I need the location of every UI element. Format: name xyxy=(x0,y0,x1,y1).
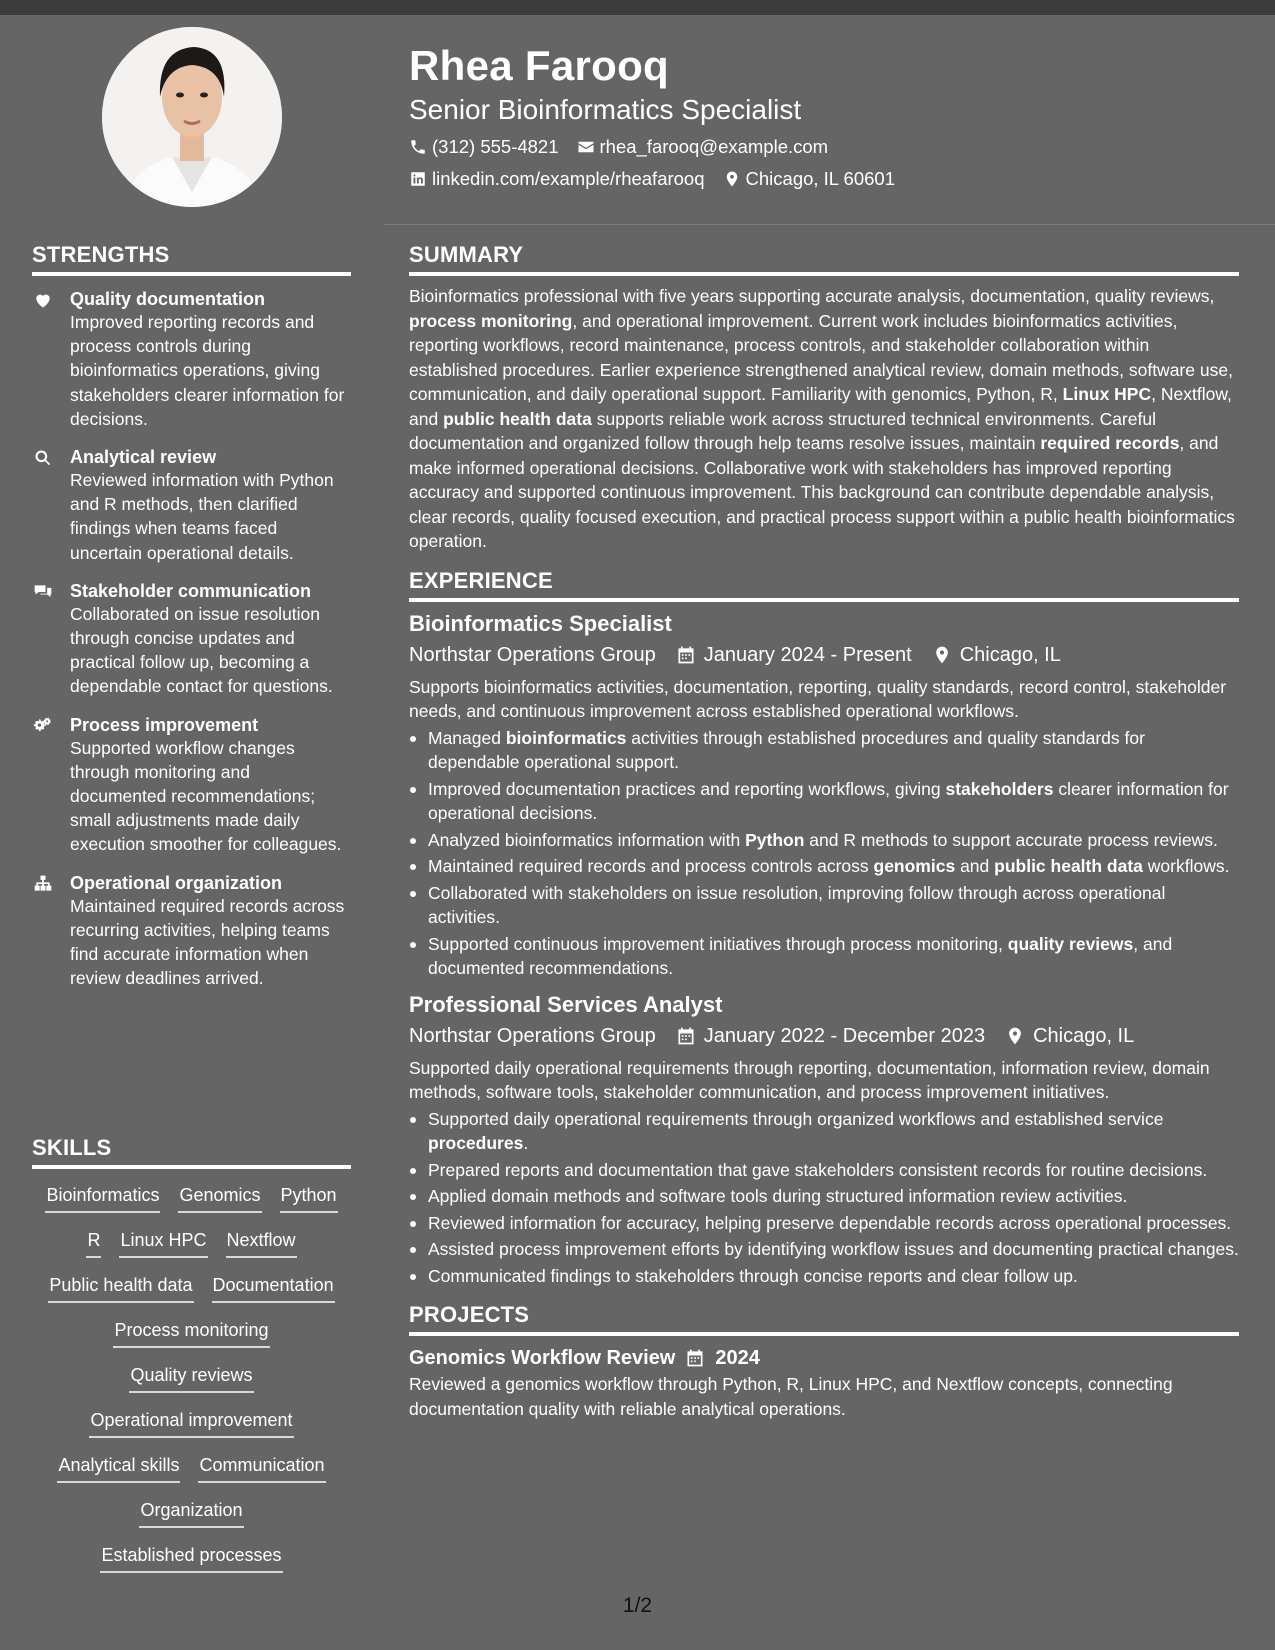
job-location: Chicago, IL xyxy=(959,643,1061,666)
text-run: Supported daily operational requirements through organized workflows and established service xyxy=(428,1108,1164,1129)
bold-keyword: Python xyxy=(745,829,805,850)
strength-text: Supported workflow changes through monitoring and documented recommendations; small adjustments made daily execution smoother for colleagues. xyxy=(70,737,342,855)
strength-item xyxy=(32,714,351,857)
linkedin-text[interactable]: linkedin.com/example/rheafarooq xyxy=(432,168,705,189)
projects-heading: PROJECTS xyxy=(409,1302,1239,1336)
job-bullets xyxy=(409,1107,1239,1289)
text-run: , Nextflow, and xyxy=(409,384,1232,429)
text-run: Analyzed bioinformatics information with xyxy=(428,829,746,850)
skill-chip: Communication xyxy=(198,1453,325,1483)
skill-chip: Operational improvement xyxy=(89,1408,293,1438)
job-description: Supported daily operational requirements through reporting, documentation, information review, domain methods, software tools, stakeholder communication, and process improvement initiatives. xyxy=(409,1057,1210,1102)
text-run: activities through established procedures and quality standards for dependable operational support. xyxy=(428,727,1145,772)
job-list xyxy=(409,610,1239,1289)
text-run: clearer information for operational decisions. xyxy=(428,778,1229,823)
skills-section xyxy=(32,1135,351,1588)
strength-title: Operational organization xyxy=(70,872,283,893)
bullet-item xyxy=(409,1158,1239,1183)
strengths-heading: STRENGTHS xyxy=(32,242,351,276)
skill-chip: Public health data xyxy=(48,1273,193,1303)
skill-row xyxy=(32,1453,351,1498)
strength-title: Quality documentation xyxy=(70,289,266,309)
text-run: and xyxy=(955,856,995,876)
calendar-icon xyxy=(676,1026,696,1046)
text-run: Bioinformatics professional with five years supporting accurate analysis, documentation, quality reviews, xyxy=(409,286,1215,306)
experience-section xyxy=(409,568,1239,1289)
bold-keyword: genomics xyxy=(873,856,956,876)
summary-section xyxy=(409,242,1239,554)
text-run: Reviewed information for accuracy, helping preserve dependable records across operational processes. xyxy=(428,1212,1232,1233)
bullet-item xyxy=(409,1107,1239,1156)
skill-row xyxy=(32,1363,351,1408)
skill-row xyxy=(32,1408,351,1453)
project-entry xyxy=(409,1344,1239,1421)
strengths-list xyxy=(32,288,351,990)
project-header xyxy=(409,1344,1239,1372)
skill-chip: Documentation xyxy=(212,1273,335,1303)
job-entry xyxy=(409,991,1239,1289)
text-run: and R methods to support accurate process reviews. xyxy=(804,829,1218,850)
bullet-item xyxy=(409,854,1239,879)
job-dates-group xyxy=(676,641,912,669)
project-text: Reviewed a genomics workflow through Python, R, Linux HPC, and Nextflow concepts, connecting documentation quality with reliable analytical operations. xyxy=(409,1374,1173,1419)
skill-chip: Nextflow xyxy=(226,1228,297,1258)
top-bar xyxy=(0,0,1275,15)
header-divider xyxy=(383,224,1275,225)
phone-icon xyxy=(409,138,427,156)
skill-row xyxy=(32,1543,351,1588)
bold-keyword: Linux HPC xyxy=(1062,384,1152,404)
skill-row xyxy=(32,1228,351,1273)
heart-icon xyxy=(32,288,70,431)
summary-heading: SUMMARY xyxy=(409,242,1239,276)
strengths-section xyxy=(32,242,351,1005)
bullet-item xyxy=(409,881,1239,930)
job-description: Supports bioinformatics activities, documentation, reporting, quality standards, record control, stakeholder needs, and continuous improvement across established operational workflows. xyxy=(409,676,1227,721)
strength-item xyxy=(32,872,351,991)
page-number: 1/2 xyxy=(622,1594,653,1617)
bold-keyword: public health data xyxy=(994,856,1143,876)
gears-icon xyxy=(32,714,70,857)
skill-row xyxy=(32,1498,351,1543)
skill-chip: Established processes xyxy=(100,1543,282,1573)
bold-keyword: quality reviews xyxy=(1007,933,1134,954)
bold-keyword: bioinformatics xyxy=(505,727,627,748)
strength-body xyxy=(70,288,351,431)
text-run: workflows. xyxy=(1142,856,1230,876)
skill-chip: Process monitoring xyxy=(113,1318,269,1348)
job-entry xyxy=(409,610,1239,981)
location-text: Chicago, IL 60601 xyxy=(745,168,895,189)
skill-chip: Bioinformatics xyxy=(45,1183,160,1213)
job-bullets xyxy=(409,726,1239,981)
strength-title: Process improvement xyxy=(70,714,259,735)
contact-row-2 xyxy=(409,167,1239,191)
text-run: Assisted process improvement efforts by identifying workflow issues and documenting practical changes. xyxy=(428,1239,1239,1259)
strength-text: Improved reporting records and process controls during bioinformatics operations, giving stakeholders clearer information for decisions. xyxy=(70,312,345,429)
text-run: supports reliable work across structured technical environments. Careful documentation and organized follow through help teams resolve issues, maintain xyxy=(409,408,1156,453)
bullet-item xyxy=(409,1184,1239,1209)
strength-item xyxy=(32,288,351,431)
job-title: Bioinformatics Specialist xyxy=(409,610,672,636)
job-company: Northstar Operations Group xyxy=(409,1024,656,1047)
skill-chip: R xyxy=(86,1228,101,1258)
bullet-item xyxy=(409,1237,1239,1262)
phone-contact xyxy=(409,135,559,159)
summary-text xyxy=(409,284,1239,554)
bold-keyword: procedures xyxy=(428,1133,524,1153)
resume-header xyxy=(409,40,1239,191)
project-list xyxy=(409,1344,1239,1421)
project-title: Genomics Workflow Review xyxy=(409,1347,676,1369)
map-pin-icon xyxy=(1005,1026,1025,1046)
text-run: Collaborated with stakeholders on issue resolution, improving follow through across operational activities. xyxy=(428,882,1166,927)
skill-row xyxy=(32,1318,351,1363)
candidate-name: Rhea Farooq xyxy=(409,42,669,89)
phone-text: (312) 555-4821 xyxy=(432,136,559,157)
sitemap-icon xyxy=(32,872,70,991)
text-run: , and operational improvement. Current work includes bioinformatics activities, reporting workflows, record maintenance, process controls, and stakeholder collaboration within established procedures. Earlier experience strengthened analytical review, domain methods, software use, communication, and daily operational support. Familiarity with genomics, Python, R, xyxy=(409,310,1233,404)
strength-text: Reviewed information with Python and R methods, then clarified findings when teams faced uncertain operational details. xyxy=(70,470,334,563)
strength-text: Maintained required records across recurring activities, helping teams find accurate information when review deadlines arrived. xyxy=(70,895,345,989)
job-dates: January 2024 - Present xyxy=(703,643,912,666)
text-run: Prepared reports and documentation that gave stakeholders consistent records for routine decisions. xyxy=(428,1159,1208,1180)
job-title: Professional Services Analyst xyxy=(409,991,723,1017)
text-run: Maintained required records and process controls across xyxy=(428,856,874,876)
bold-keyword: process monitoring xyxy=(409,310,573,331)
projects-section xyxy=(409,1302,1239,1421)
job-location-group xyxy=(1005,1022,1134,1050)
text-run: . xyxy=(523,1133,529,1153)
calendar-icon xyxy=(676,645,696,665)
job-meta xyxy=(409,641,1239,669)
skills-list xyxy=(32,1183,351,1588)
skill-chip: Linux HPC xyxy=(119,1228,207,1258)
skill-row xyxy=(32,1183,351,1228)
map-pin-icon xyxy=(932,645,952,665)
strength-title: Analytical review xyxy=(70,447,217,468)
job-company: Northstar Operations Group xyxy=(409,643,656,666)
strength-body xyxy=(70,446,351,565)
strength-item xyxy=(32,446,351,565)
experience-heading: EXPERIENCE xyxy=(409,568,1239,602)
strength-body xyxy=(70,872,351,991)
skill-chip: Analytical skills xyxy=(57,1453,180,1483)
job-dates-group xyxy=(676,1022,985,1050)
bold-keyword: stakeholders xyxy=(945,778,1054,799)
contact-row-1 xyxy=(409,135,1239,159)
skill-chip: Organization xyxy=(139,1498,243,1528)
text-run: , and documented recommendations. xyxy=(428,933,1173,978)
strength-title: Stakeholder communication xyxy=(70,580,312,601)
bullet-item xyxy=(409,932,1239,981)
bullet-item xyxy=(409,726,1239,775)
main-column xyxy=(409,242,1239,1435)
bullet-item xyxy=(409,828,1239,853)
calendar-icon xyxy=(685,1348,705,1368)
strength-item xyxy=(32,580,351,699)
search-icon xyxy=(32,446,70,565)
linkedin-contact[interactable] xyxy=(409,167,705,191)
map-pin-icon xyxy=(723,170,741,188)
text-run: Applied domain methods and software tools during structured information review activities. xyxy=(428,1186,1128,1206)
skills-heading: SKILLS xyxy=(32,1135,351,1169)
job-location: Chicago, IL xyxy=(1033,1024,1135,1047)
text-run: Improved documentation practices and reporting workflows, giving xyxy=(428,778,946,799)
strength-body xyxy=(70,580,351,699)
bold-keyword: public health data xyxy=(443,408,592,429)
location-contact xyxy=(723,167,895,191)
bullet-item xyxy=(409,777,1239,826)
text-run: Supported continuous improvement initiatives through process monitoring, xyxy=(428,933,1008,954)
email-contact[interactable] xyxy=(577,135,829,159)
profile-photo xyxy=(102,27,282,207)
bullet-item xyxy=(409,1264,1239,1289)
text-run: Managed xyxy=(428,727,506,748)
email-text[interactable]: rhea_farooq@example.com xyxy=(599,136,829,157)
skill-row xyxy=(32,1273,351,1318)
job-dates: January 2022 - December 2023 xyxy=(703,1024,986,1047)
text-run: Communicated findings to stakeholders through concise reports and clear follow up. xyxy=(428,1265,1078,1286)
candidate-title: Senior Bioinformatics Specialist xyxy=(409,94,802,125)
skill-chip: Genomics xyxy=(178,1183,261,1213)
skill-chip: Python xyxy=(280,1183,338,1213)
comments-icon xyxy=(32,580,70,699)
text-run: , and make informed operational decisions. Collaborative work with stakeholders has improved reporting accuracy and supported continuous improvement. This background can contribute dependable analysis, clear records, quality focused execution, and practical process support within a public health bioinformatics operation. xyxy=(409,433,1235,551)
linkedin-icon xyxy=(409,170,427,188)
strength-text: Collaborated on issue resolution through concise updates and practical follow up, becoming a dependable contact for questions. xyxy=(70,603,333,697)
bullet-item xyxy=(409,1211,1239,1236)
envelope-icon xyxy=(577,138,595,156)
strength-body xyxy=(70,714,351,857)
job-meta xyxy=(409,1022,1239,1050)
job-location-group xyxy=(932,641,1061,669)
project-year: 2024 xyxy=(715,1347,760,1369)
skill-chip: Quality reviews xyxy=(129,1363,253,1393)
bold-keyword: required records xyxy=(1040,433,1180,453)
